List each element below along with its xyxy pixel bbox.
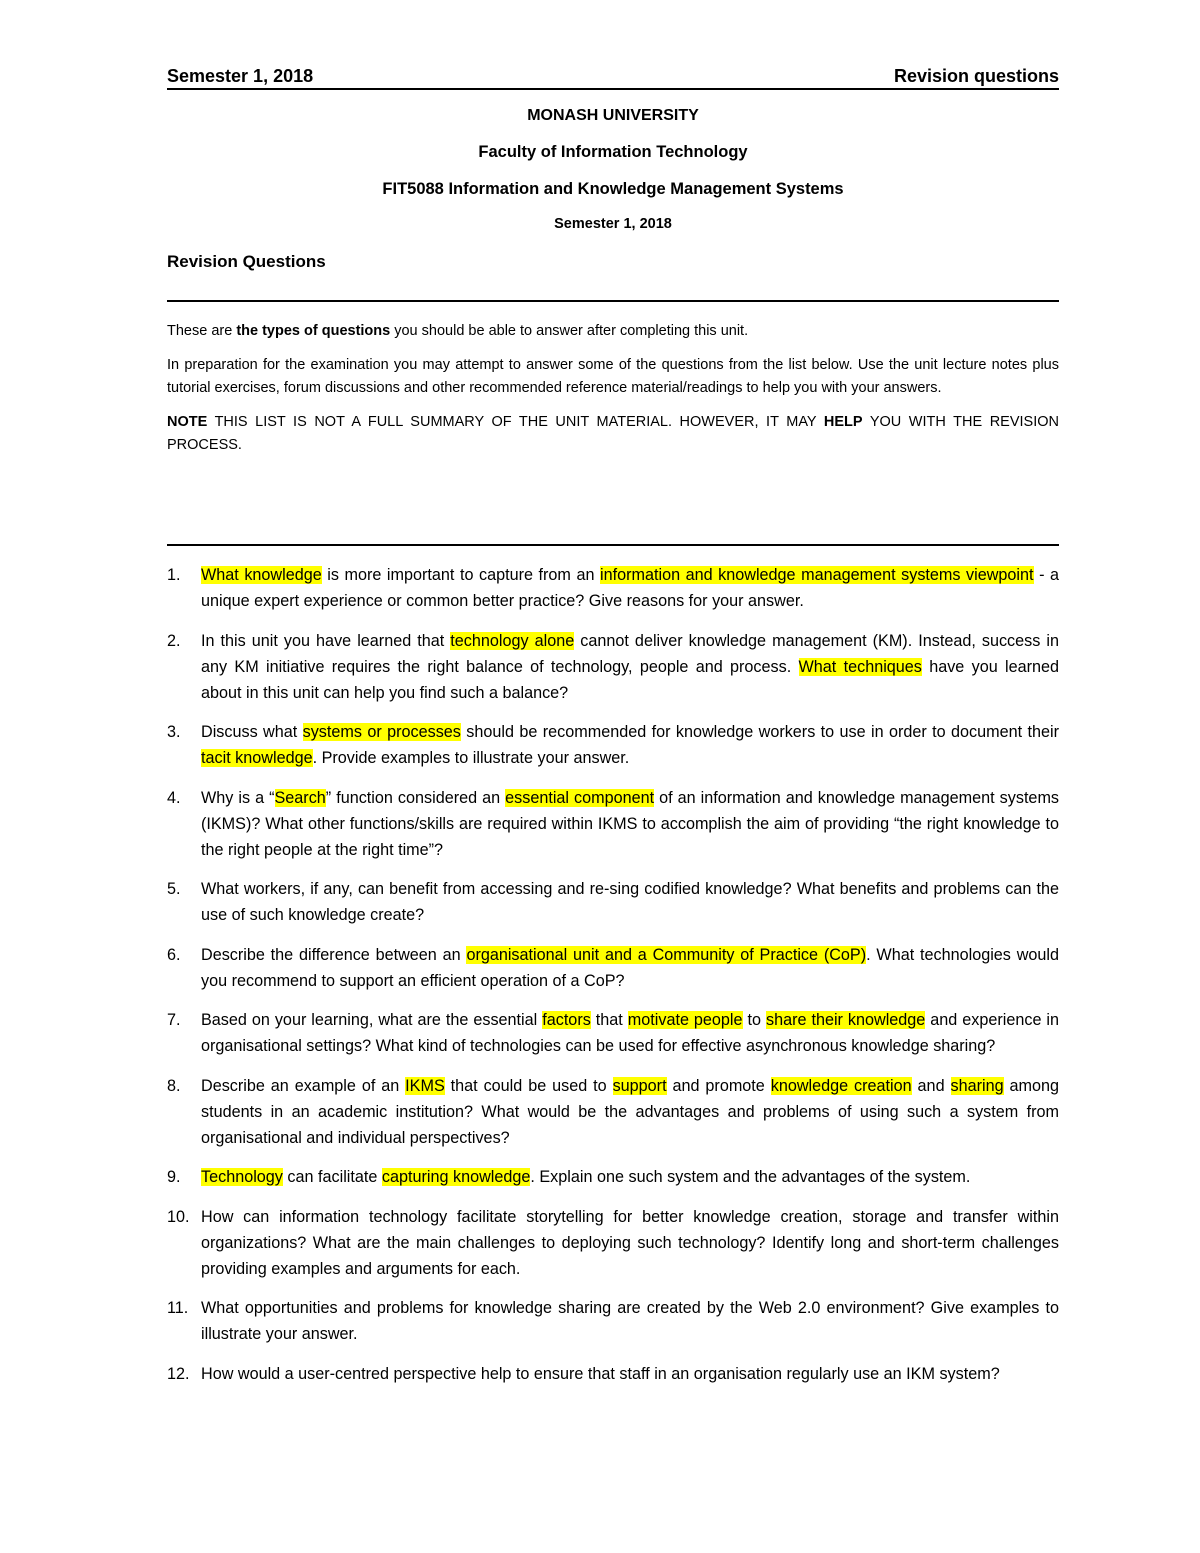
highlighted-phrase: sharing (950, 1076, 1004, 1095)
question-text: that (590, 1011, 628, 1029)
running-header (167, 66, 1059, 90)
question-number: 4. (167, 788, 181, 807)
highlighted-phrase: share their knowledge (765, 1011, 926, 1029)
question-number: 8. (167, 1076, 181, 1095)
question-text: . What technologies would you recommend to support an efficient operation of a CoP? (201, 945, 1060, 990)
question-text: How can information technology facilitate storytelling for better knowledge creation, storage and transfer within organizations? What are the main challenges to deploying such technology? Identify long and short-term challenges providing examples and arguments for each. (201, 1207, 1059, 1278)
question-item (167, 719, 1059, 771)
highlighted-phrase: Search (274, 788, 326, 807)
semester-line: Semester 1, 2018 (554, 216, 672, 232)
section-title: Revision Questions (167, 252, 326, 271)
intro-paragraph-1 (167, 320, 1059, 344)
highlighted-phrase: tacit knowledge (201, 749, 313, 767)
note-emphasis: HELP (823, 413, 863, 430)
question-item (167, 1164, 1059, 1190)
intro-block (167, 320, 1059, 458)
question-text: cannot deliver knowledge management (KM). Instead, success in any KM initiative requires the right balance of technology, people and process. (201, 631, 1059, 676)
highlighted-phrase: organisational unit and a Community of Practice (CoP) (466, 945, 867, 964)
question-item (167, 1295, 1059, 1347)
highlighted-phrase: motivate people (627, 1011, 743, 1029)
question-text: to (742, 1011, 766, 1029)
question-text: Describe an example of an (201, 1076, 406, 1095)
highlighted-phrase: factors (542, 1011, 591, 1029)
question-text: and experience in organisational settings? What kind of technologies can be used for effective asynchronous knowledge sharing? (201, 1011, 1060, 1055)
question-number: 6. (167, 945, 181, 964)
question-item (167, 876, 1059, 928)
question-text: Discuss what (201, 723, 303, 741)
question-list (167, 562, 1059, 1400)
question-text: that could be used to (444, 1076, 613, 1095)
question-text: Describe the difference between an (201, 945, 467, 964)
question-number: 5. (167, 880, 181, 898)
question-text: In this unit you have learned that (201, 631, 451, 650)
university-name: MONASH UNIVERSITY (527, 107, 699, 124)
highlighted-phrase: technology alone (450, 631, 575, 650)
note-text: THIS LIST IS NOT A FULL SUMMARY OF THE UNIT MATERIAL. HOWEVER, IT MAY (207, 413, 824, 430)
highlighted-phrase: systems or processes (302, 723, 461, 741)
question-text: have you learned about in this unit can help you find such a balance? (201, 657, 1060, 702)
highlighted-phrase: information and knowledge management systems viewpoint (600, 566, 1034, 584)
question-text: of an information and knowledge management systems (IKMS)? What other functions/skills are required within IKMS to accomplish the aim of providing “the right knowledge to the right people at the right time”? (201, 788, 1060, 859)
intro-emphasis: the types of questions (236, 323, 391, 339)
highlighted-phrase: IKMS (405, 1076, 445, 1095)
question-text: among students in an academic institution? What would be the advantages and problems of using such a system from organisational and individual perspectives? (201, 1076, 1060, 1147)
question-text: What opportunities and problems for knowledge sharing are created by the Web 2.0 environment? Give examples to illustrate your answer. (201, 1299, 1059, 1343)
question-text: - a unique expert experience or common better practice? Give reasons for your answer. (201, 566, 1060, 610)
question-text: Why is a “ (201, 788, 275, 807)
highlighted-phrase: capturing knowledge (381, 1168, 531, 1186)
question-number: 3. (167, 723, 181, 741)
highlighted-phrase: support (612, 1076, 667, 1095)
question-item (167, 1204, 1059, 1282)
question-text: . Explain one such system and the advantages of the system. (530, 1168, 971, 1186)
question-text: How would a user-centred perspective help to ensure that staff in an organisation regularly use an IKM system? (201, 1364, 1000, 1383)
intro-text: These are (167, 323, 237, 339)
question-item (167, 785, 1059, 863)
question-text: and promote (666, 1076, 771, 1095)
note-label: NOTE (167, 413, 208, 430)
question-item (167, 562, 1059, 614)
highlighted-phrase: What techniques (798, 657, 922, 676)
question-number: 12. (167, 1364, 190, 1383)
question-text: Based on your learning, what are the essential (201, 1011, 543, 1029)
highlighted-phrase: knowledge creation (770, 1076, 912, 1095)
divider-top (167, 300, 1059, 302)
unit-title: FIT5088 Information and Knowledge Management Systems (382, 180, 844, 198)
intro-note (167, 411, 1059, 458)
question-item (167, 1007, 1059, 1059)
question-item (167, 1073, 1059, 1151)
question-text: should be recommended for knowledge workers to use in order to document their (460, 723, 1059, 741)
intro-text: you should be able to answer after completing this unit. (390, 323, 749, 339)
question-number: 7. (167, 1011, 181, 1029)
highlighted-phrase: Technology (201, 1168, 283, 1186)
question-item (167, 1361, 1059, 1387)
question-number: 2. (167, 631, 181, 650)
question-number: 11. (167, 1299, 189, 1317)
question-item (167, 942, 1059, 994)
highlighted-phrase: essential component (505, 788, 655, 807)
header-revision-questions: Revision questions (893, 66, 1059, 86)
question-number: 9. (167, 1168, 181, 1186)
question-text: . Provide examples to illustrate your answer. (312, 749, 630, 767)
highlighted-phrase: What knowledge (201, 566, 322, 584)
question-number: 10. (167, 1207, 190, 1226)
question-text: can facilitate (282, 1168, 382, 1186)
question-text: What workers, if any, can benefit from accessing and re-sing codified knowledge? What benefits and problems can the use of such knowledge create? (201, 880, 1059, 924)
question-number: 1. (167, 566, 181, 584)
question-item (167, 628, 1059, 706)
faculty-name: Faculty of Information Technology (478, 143, 748, 161)
question-text: is more important to capture from an (321, 566, 600, 584)
question-text: and (911, 1076, 951, 1095)
divider-bottom (167, 544, 1059, 546)
question-text: ” function considered an (325, 788, 506, 807)
intro-paragraph-2: In preparation for the examination you may attempt to answer some of the questions from the list below. Use the unit lecture notes plus tutorial exercises, forum discussions and other recommended reference material/readings to help you with your answers. (167, 356, 1059, 396)
header-semester: Semester 1, 2018 (167, 66, 314, 86)
note-text: YOU WITH THE REVISION PROCESS. (167, 413, 1059, 453)
